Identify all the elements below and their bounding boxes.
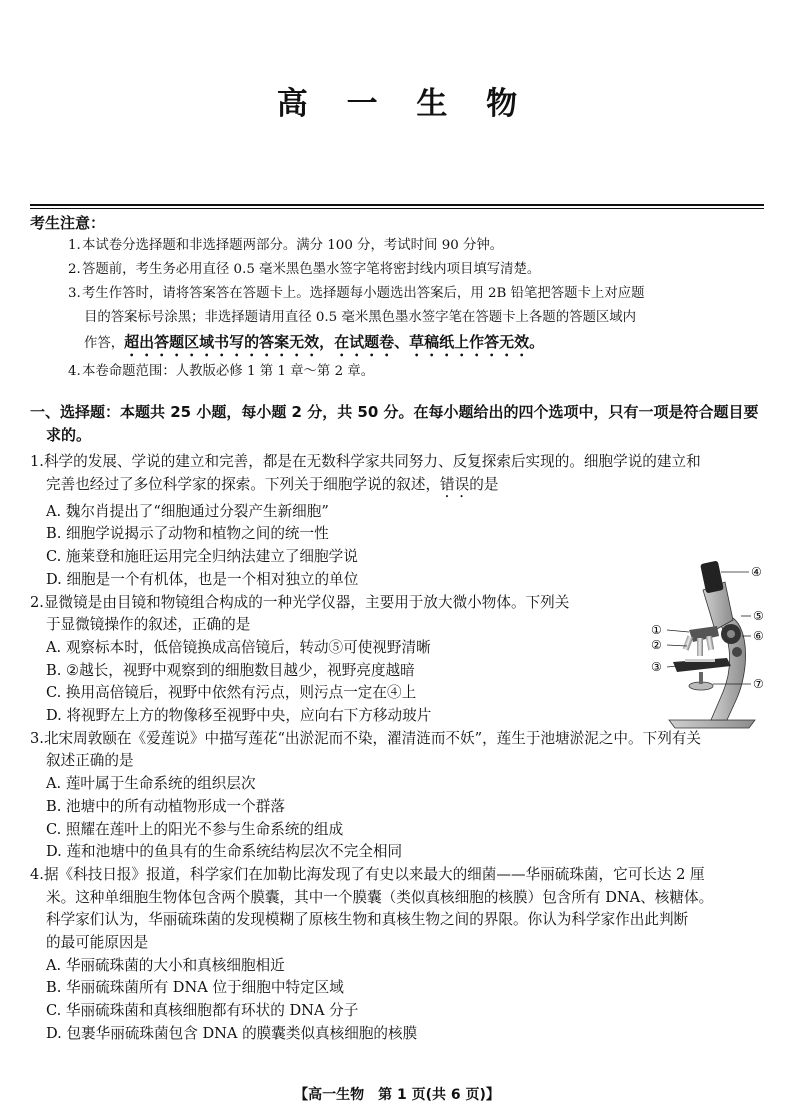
label-3: ③ [651, 660, 662, 674]
notice-num: 4. [68, 364, 81, 379]
question-text: 显微镜是由目镜和物镜组合构成的一种光学仪器，主要用于放大微小物体。下列关 [43, 593, 570, 611]
option-a: A. 莲叶属于生命系统的组织层次 [46, 775, 256, 793]
question-text-line: 米。这种单细胞生物体包含两个膜囊，其中一个膜囊（类似真核细胞的核膜）包含所有 DNA、核糖体。 [46, 888, 714, 906]
label-7: ⑦ [753, 677, 764, 691]
question-3 [30, 728, 770, 864]
notice-item-4 [68, 360, 768, 384]
emphasis-warning: 超出答题区域书写的答案无效，在试题卷、草稿纸上作答无效。 [124, 333, 545, 351]
question-text-line: 的最可能原因是 [46, 934, 149, 952]
question-list [30, 451, 770, 1046]
notice-item-2 [68, 258, 768, 282]
option-a: A. 观察标本时，低倍镜换成高倍镜后，转动⑤可使视野清晰 [46, 638, 431, 656]
option-a: A. 魏尔肖提出了“细胞通过分裂产生新细胞” [46, 502, 329, 520]
page-footer: 【高一生物 第 1 页(共 6 页)】 [294, 1087, 500, 1103]
question-text-line: 科学家们认为，华丽硫珠菌的发现模糊了原核生物和真核生物之间的界限。你认为科学家作出此判断 [46, 911, 689, 929]
option-b: B. ②越长，视野中观察到的细胞数目越少，视野亮度越暗 [46, 661, 415, 679]
notice-heading: 考生注意： [30, 214, 106, 232]
question-stem [30, 592, 640, 637]
label-2: ② [651, 638, 662, 652]
question-stem [30, 728, 770, 773]
notice-item-3 [68, 282, 768, 360]
option-a: A. 华丽硫珠菌的大小和真核细胞相近 [46, 956, 285, 974]
question-number: 4. [30, 865, 44, 883]
question-4 [30, 864, 770, 1046]
notice-text: 考生作答时，请将答案答在答题卡上。选择题每小题选出答案后，用 2B 铅笔把答题卡上对应题 [82, 286, 645, 301]
notice-text: 答题前，考生务必用直径 0.5 毫米黑色墨水签字笔将密封线内项目填写清楚。 [82, 262, 541, 277]
option-b: B. 华丽硫珠菌所有 DNA 位于细胞中特定区域 [46, 979, 344, 997]
header-rule-thick [30, 204, 764, 206]
emphasis-keyword: 错误 [440, 475, 470, 493]
option-b: B. 细胞学说揭示了动物和植物之间的统一性 [46, 525, 329, 543]
question-number: 3. [30, 729, 44, 747]
label-1: ① [651, 623, 662, 637]
option-c: C. 换用高倍镜后，视野中依然有污点，则污点一定在④上 [46, 684, 417, 702]
microscope-icon [645, 560, 775, 732]
microscope-figure [645, 560, 775, 732]
question-text-line: 于显微镜操作的叙述，正确的是 [46, 616, 251, 634]
notice-num: 3. [68, 286, 81, 301]
page-title: 高 一 生 物 [276, 86, 532, 122]
notice-num: 1. [68, 238, 81, 253]
question-stem [30, 864, 770, 955]
question-text-line: 叙述正确的是 [46, 752, 134, 770]
notice-num: 2. [68, 262, 81, 277]
option-d: D. 莲和池塘中的鱼具有的生命系统结构层次不完全相同 [46, 843, 403, 861]
notice-text: 本试卷分选择题和非选择题两部分。满分 100 分，考试时间 90 分钟。 [82, 238, 504, 253]
option-c: C. 华丽硫珠菌和真核细胞都有环状的 DNA 分子 [46, 1002, 359, 1020]
label-6: ⑥ [753, 629, 764, 643]
option-d: D. 包裹华丽硫珠菌包含 DNA 的膜囊类似真核细胞的核膜 [46, 1024, 418, 1042]
notice-text: 目的答案标号涂黑；非选择题请用直径 0.5 毫米黑色墨水签字笔在答题卡上各题的答题区域内 [84, 310, 637, 325]
notice-line [68, 330, 768, 360]
notice-item-1 [68, 234, 768, 258]
option-d: D. 将视野左上方的物像移至视野中央，应向右下方移动玻片 [46, 707, 432, 725]
section-heading-line: 一、选择题：本题共 25 小题，每小题 2 分，共 50 分。在每小题给出的四个选项中，只有一项是符合题目要 [30, 403, 759, 421]
option-b: B. 池塘中的所有动植物形成一个群落 [46, 797, 285, 815]
notice-text: 本卷命题范围：人教版必修 1 第 1 章～第 2 章。 [82, 364, 375, 379]
option-d: D. 细胞是一个有机体，也是一个相对独立的单位 [46, 570, 359, 588]
question-stem [30, 451, 770, 501]
header-rule-thin [30, 208, 764, 209]
question-text: 完善也经过了多位科学家的探索。下列关于细胞学说的叙述， [46, 475, 441, 493]
notice-text: 作答， [84, 336, 125, 351]
section-heading [30, 401, 770, 447]
question-text: 北宋周敦颐在《爱莲说》中描写莲花“出淤泥而不染，濯清涟而不妖”，莲生于池塘淤泥之中。下列有关 [43, 729, 701, 747]
option-c: C. 施莱登和施旺运用完全归纳法建立了细胞学说 [46, 548, 358, 566]
notice-list [68, 234, 768, 384]
section-heading-line: 求的。 [46, 426, 92, 444]
question-number: 2. [30, 593, 44, 611]
option-c: C. 照耀在莲叶上的阳光不参与生命系统的组成 [46, 820, 344, 838]
question-number: 1. [30, 453, 44, 470]
label-5: ⑤ [753, 609, 764, 623]
question-text: 科学的发展、学说的建立和完善，都是在无数科学家共同努力、反复探索后实现的。细胞学说的建立和 [43, 453, 701, 470]
label-4: ④ [751, 565, 762, 579]
question-text: 据《科技日报》报道，科学家们在加勒比海发现了有史以来最大的细菌——华丽硫珠菌，它可长达 2 厘 [43, 865, 705, 883]
question-text-line [30, 474, 770, 501]
question-text: 的是 [469, 475, 499, 493]
